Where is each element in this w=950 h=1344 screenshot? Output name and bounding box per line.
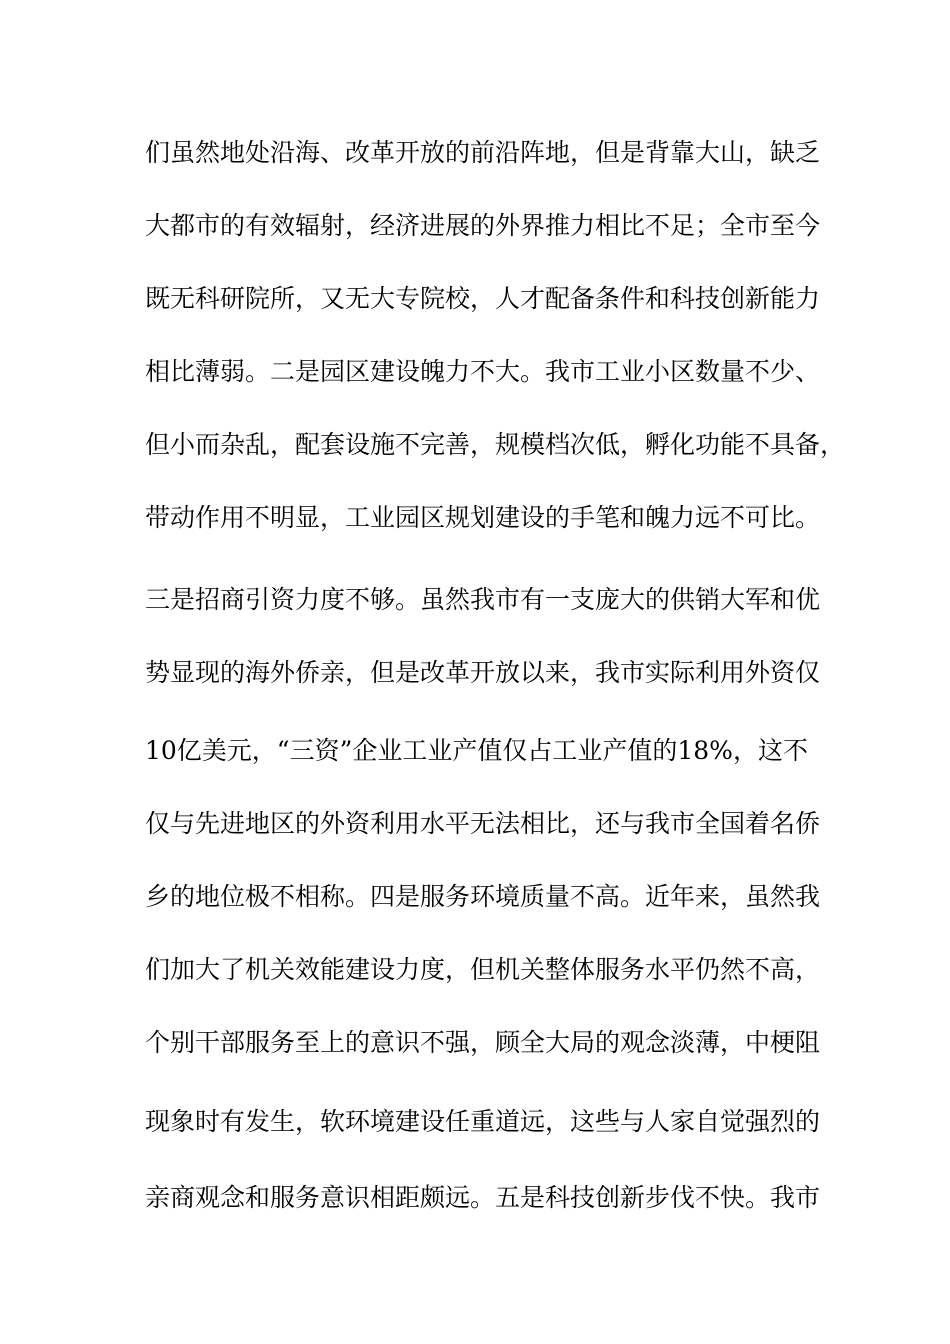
text-line: 势显现的海外侨亲，但是改革开放以来，我市实际利用外资仅	[145, 658, 821, 687]
text-line: 现象时有发生，软环境建设任重道远，这些与人家自觉强烈的	[145, 1107, 821, 1136]
text-line: 亲商观念和服务意识相距颇远。五是科技创新步伐不快。我市	[145, 1183, 821, 1212]
text-line: 10亿美元，“三资”企业工业产值仅占工业产值的18%，这不	[145, 736, 808, 765]
text-line: 既无科研院所，又无大专院校，人才配备条件和科技创新能力	[145, 284, 821, 313]
text-line: 仅与先进地区的外资利用水平无法相比，还与我市全国着名侨	[145, 809, 821, 838]
text-line: 们加大了机关效能建设力度，但机关整体服务水平仍然不高，	[145, 955, 821, 984]
text-line: 个别干部服务至上的意识不强，顾全大局的观念淡薄，中梗阻	[145, 1028, 821, 1057]
text-line: 带动作用不明显，工业园区规划建设的手笔和魄力远不可比。	[145, 503, 821, 532]
text-line: 但小而杂乱，配套设施不完善，规模档次低，孵化功能不具备，	[145, 430, 846, 459]
text-line: 乡的地位极不相称。四是服务环境质量不高。近年来，虽然我	[145, 882, 821, 911]
text-line: 大都市的有效辐射，经济进展的外界推力相比不足；全市至今	[145, 211, 821, 240]
text-line: 们虽然地处沿海、改革开放的前沿阵地，但是背靠大山，缺乏	[145, 138, 821, 167]
text-line: 相比薄弱。二是园区建设魄力不大。我市工业小区数量不少、	[145, 357, 821, 386]
text-line: 三是招商引资力度不够。虽然我市有一支庞大的供销大军和优	[145, 585, 821, 614]
